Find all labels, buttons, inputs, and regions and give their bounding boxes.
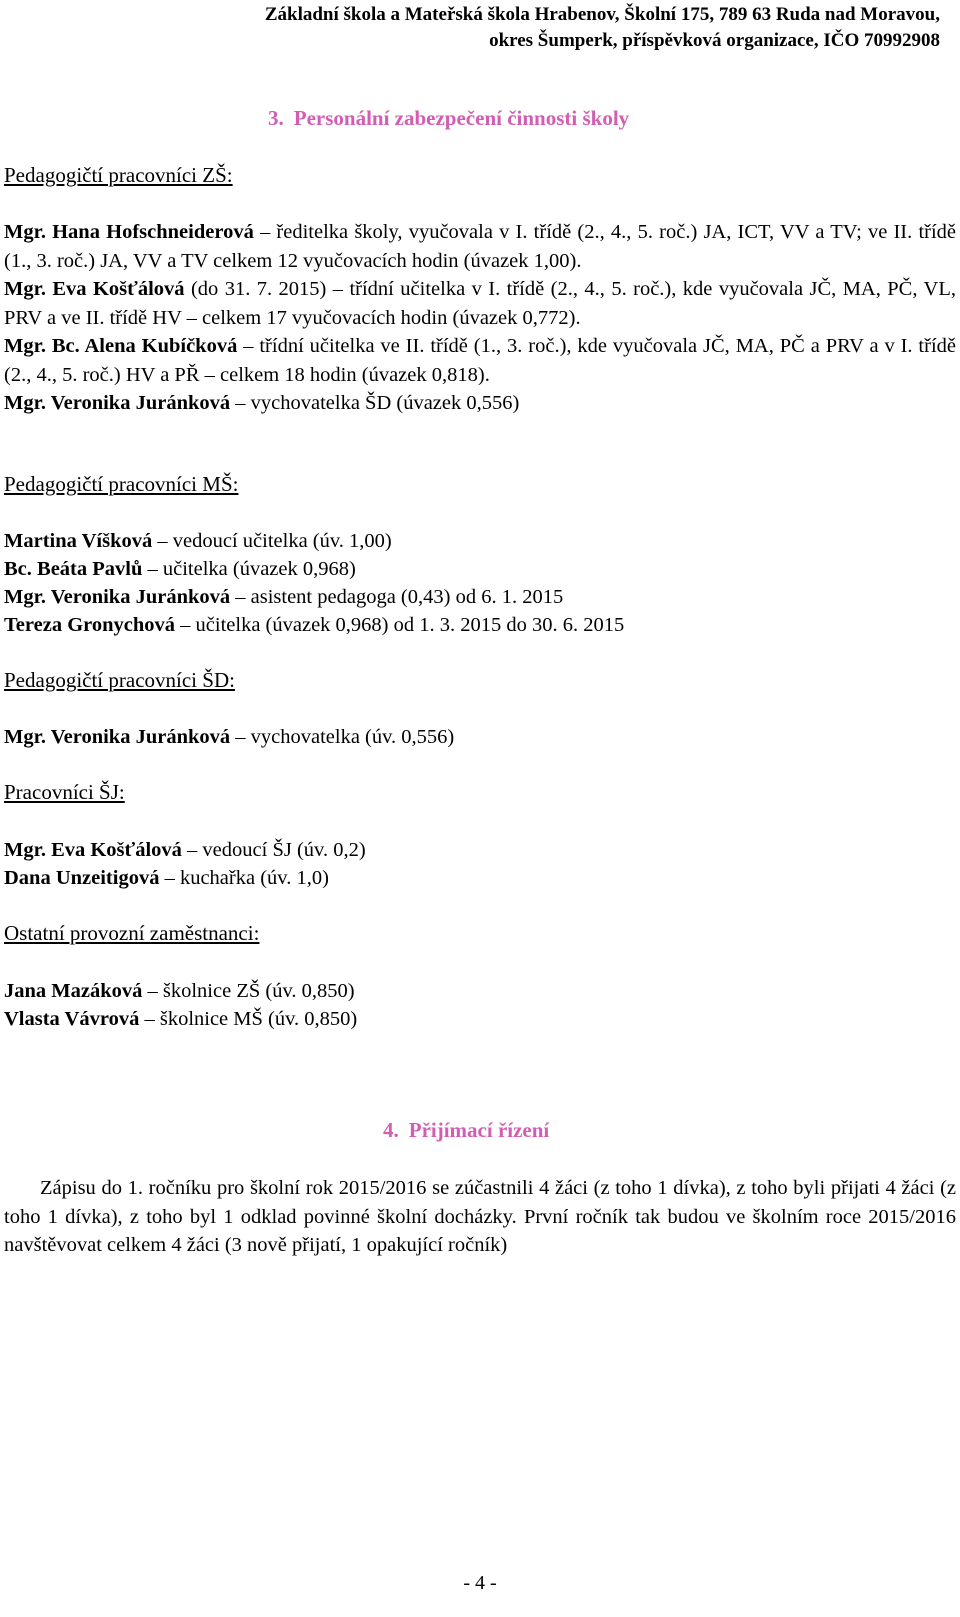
header-line-1: Základní škola a Mateřská škola Hrabenov, Školní 175, 789 63 Ruda nad Moravou,: [264, 4, 940, 25]
zs-entry-1: [4, 218, 956, 275]
staff-role: (do 31. 7. 2015) – třídní učitelka v I. třídě (2., 4., 5. roč.), kde vyučovala JČ, MA, PČ, VL, PRV a ve II. třídě HV – celkem 17 vyučovacích hodin (úvazek 0,772).: [4, 278, 956, 329]
page-number: - 4 -: [463, 1572, 497, 1594]
staff-role: – vedoucí ŠJ (úv. 0,2): [181, 839, 366, 861]
staff-role: – třídní učitelka ve II. třídě (1., 3. roč.), kde vyučovala JČ, MA, PČ a PRV a v I. třídě (2., 4., 5. roč.) HV a PŘ – celkem 18 hodin (úvazek 0,818).: [4, 335, 956, 386]
staff-name: Mgr. Eva Košťálová: [4, 278, 185, 300]
ms-entry-3: [4, 583, 563, 611]
other-entry-2: [4, 1005, 357, 1033]
staff-name: Mgr. Eva Košťálová: [4, 839, 182, 861]
zs-entry-4: [4, 389, 956, 418]
staff-name: Mgr. Hana Hofschneiderová: [4, 221, 254, 243]
staff-role: – asistent pedagoga (0,43) od 6. 1. 2015: [230, 586, 564, 608]
staff-role: – učitelka (úvazek 0,968): [142, 558, 356, 580]
staff-name: Martina Víšková: [4, 530, 153, 552]
ms-entry-1: [4, 527, 392, 555]
staff-name: Vlasta Vávrová: [4, 1008, 140, 1030]
section-3-title-text: Personální zabezpečení činnosti školy: [293, 106, 630, 130]
sj-entry-1: [4, 836, 366, 864]
other-entry-1: [4, 977, 355, 1005]
heading-sj: Pracovníci ŠJ:: [4, 780, 125, 804]
admission-paragraph: [4, 1174, 956, 1260]
staff-name: Mgr. Veronika Juránková: [4, 586, 231, 608]
staff-role: – ředitelka školy, vyučovala v I. třídě (2., 4., 5. roč.) JA, ICT, VV a TV; ve II. třídě (1., 3. roč.) JA, VV a TV celkem 12 vyučovacích hodin (úvazek 1,00).: [4, 221, 957, 272]
staff-name: Mgr. Veronika Juránková: [4, 392, 231, 414]
section-3-title: [268, 106, 629, 131]
document-header: [60, 2, 940, 54]
heading-sd: Pedagogičtí pracovníci ŠD:: [4, 668, 235, 692]
staff-role: – vychovatelka (úv. 0,556): [230, 726, 455, 748]
section-4-title: [383, 1118, 549, 1143]
section-3-number: 3.: [268, 106, 284, 130]
zs-entry-3: [4, 332, 956, 389]
staff-name: Jana Mazáková: [4, 980, 143, 1002]
staff-role: – školnice ZŠ (úv. 0,850): [142, 980, 355, 1002]
staff-name: Dana Unzeitigová: [4, 867, 160, 889]
heading-other: Ostatní provozní zaměstnanci:: [4, 921, 260, 945]
heading-ms: Pedagogičtí pracovníci MŠ:: [4, 472, 239, 496]
sd-entry-1: [4, 723, 454, 751]
admission-text: Zápisu do 1. ročníku pro školní rok 2015/2016 se zúčastnili 4 žáci (z toho 1 dívka), z toho byli přijati 4 žáci (z toho 1 dívka), z toho byl 1 odklad povinné školní docházky. První ročník tak budou ve školním roce 2015/2016 navštěvovat celkem 4 žáci (3 nově přijatí, 1 opakující ročník): [4, 1177, 956, 1256]
staff-role: – školnice MŠ (úv. 0,850): [139, 1008, 358, 1030]
section-4-number: 4.: [383, 1118, 399, 1142]
sj-entry-2: [4, 864, 329, 892]
zs-staff-block: [4, 218, 956, 418]
section-4-title-text: Přijímací řízení: [408, 1118, 550, 1142]
staff-name: Mgr. Veronika Juránková: [4, 726, 231, 748]
ms-entry-2: [4, 555, 356, 583]
ms-entry-4: [4, 611, 624, 639]
staff-role: – kuchařka (úv. 1,0): [159, 867, 329, 889]
staff-name: Mgr. Bc. Alena Kubíčková: [4, 335, 238, 357]
staff-role: – vychovatelka ŠD (úvazek 0,556): [230, 392, 520, 414]
staff-name: Tereza Gronychová: [4, 614, 176, 636]
heading-zs: Pedagogičtí pracovníci ZŠ:: [4, 163, 233, 187]
zs-entry-2: [4, 275, 956, 332]
staff-name: Bc. Beáta Pavlů: [4, 558, 143, 580]
staff-role: – vedoucí učitelka (úv. 1,00): [152, 530, 392, 552]
staff-role: – učitelka (úvazek 0,968) od 1. 3. 2015 do 30. 6. 2015: [175, 614, 625, 636]
header-line-2: okres Šumperk, příspěvková organizace, IČO 70992908: [489, 30, 940, 51]
